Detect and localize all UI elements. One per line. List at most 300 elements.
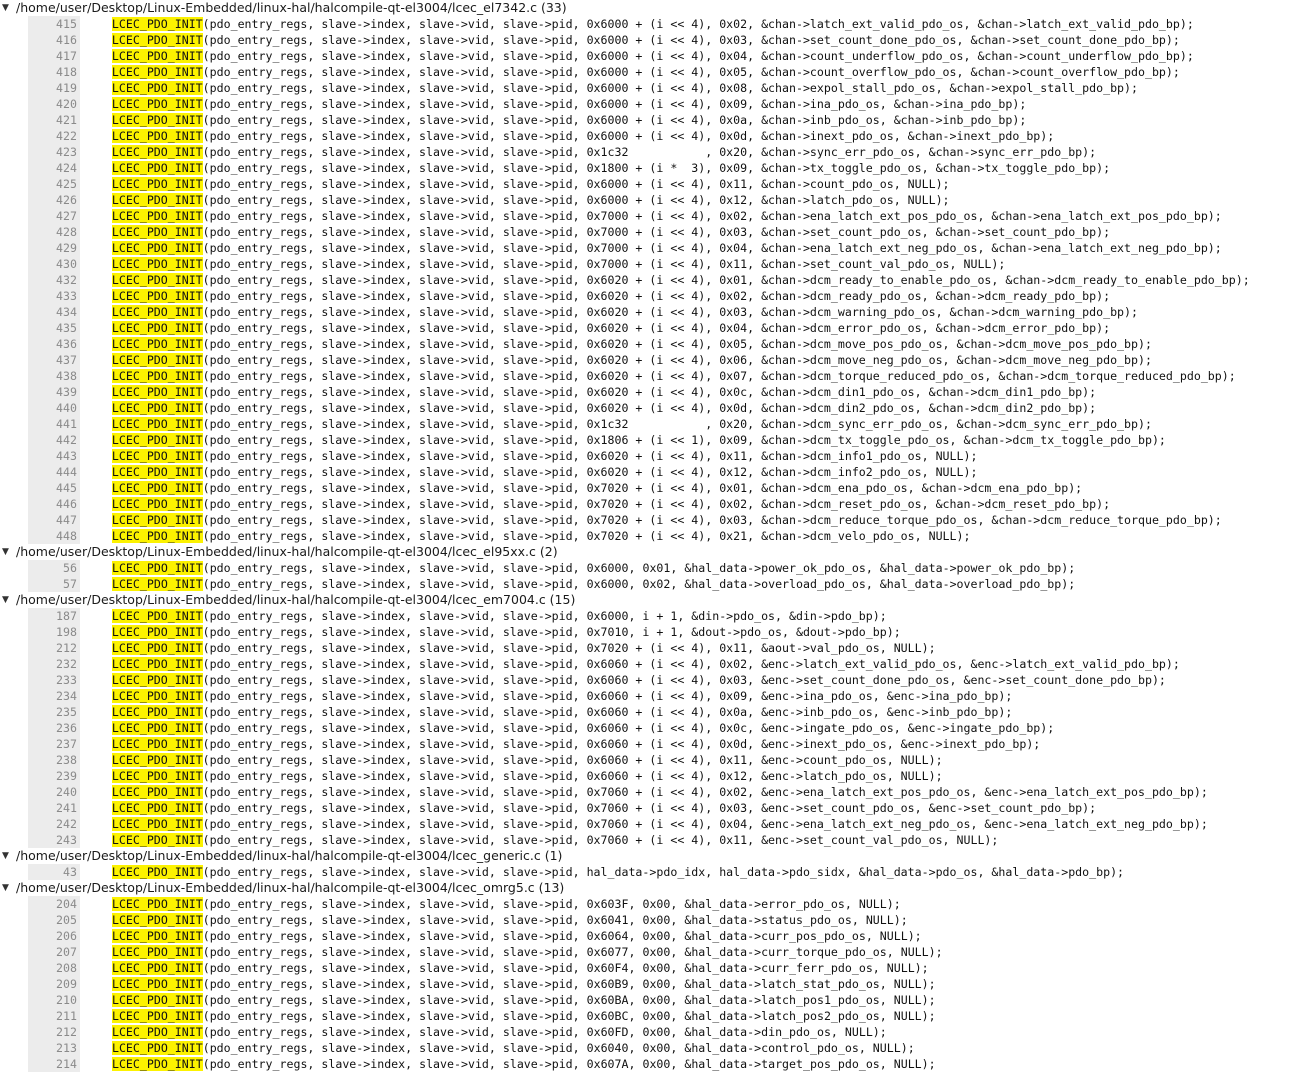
match-highlight: LCEC_PDO_INIT — [111, 897, 203, 911]
code-text — [84, 320, 1110, 336]
code-text — [84, 32, 1180, 48]
result-line[interactable] — [0, 16, 1295, 32]
code-indent — [84, 513, 112, 527]
code-indent — [84, 417, 112, 431]
match-highlight: LCEC_PDO_INIT — [111, 369, 203, 383]
result-line[interactable] — [0, 64, 1295, 80]
code-text — [98, 896, 901, 912]
line-number: 43 — [63, 865, 77, 879]
code-rest: (pdo_entry_regs, slave->index, slave->vid, slave->pid, 0x7000 + (i << 4), 0x11, &chan->set_count_val_pdo_os, NULL); — [202, 257, 1006, 271]
code-indent — [84, 401, 112, 415]
result-line[interactable] — [0, 128, 1295, 144]
code-indent — [84, 721, 112, 735]
match-highlight: LCEC_PDO_INIT — [111, 273, 203, 287]
code-text — [84, 144, 1096, 160]
file-path: /home/user/Desktop/Linux-Embedded/linux-hal/halcompile-qt-el3004/lcec_omrg5.c (13) — [16, 880, 565, 895]
result-line[interactable] — [0, 48, 1295, 64]
code-indent — [98, 961, 112, 975]
code-rest: (pdo_entry_regs, slave->index, slave->vid, slave->pid, 0x6020 + (i << 4), 0x03, &chan->dcm_warning_pdo_os, &chan->dcm_warning_pdo_bp); — [202, 305, 1138, 319]
match-highlight: LCEC_PDO_INIT — [111, 465, 203, 479]
line-number: 212 — [56, 641, 77, 655]
result-line[interactable] — [0, 912, 1295, 928]
result-line[interactable] — [0, 960, 1295, 976]
code-indent — [84, 481, 112, 495]
code-text — [84, 432, 1166, 448]
line-number: 445 — [56, 481, 77, 495]
match-highlight: LCEC_PDO_INIT — [111, 481, 203, 495]
result-line[interactable] — [0, 800, 1295, 816]
match-highlight: LCEC_PDO_INIT — [111, 81, 203, 95]
line-number: 427 — [56, 209, 77, 223]
code-text — [84, 448, 977, 464]
line-number: 437 — [56, 353, 77, 367]
code-rest: (pdo_entry_regs, slave->index, slave->vid, slave->pid, 0x7000 + (i << 4), 0x04, &chan->ena_latch_ext_neg_pdo_os, &chan->ena_latch_ext_neg_pdo_bp); — [202, 241, 1222, 255]
code-indent — [84, 17, 112, 31]
code-indent — [84, 113, 112, 127]
code-indent — [84, 769, 112, 783]
result-line[interactable] — [0, 160, 1295, 176]
result-line[interactable] — [0, 864, 1295, 880]
result-line[interactable] — [0, 288, 1295, 304]
code-rest: (pdo_entry_regs, slave->index, slave->vid, slave->pid, 0x6060 + (i << 4), 0x11, &enc->count_pdo_os, NULL); — [202, 753, 943, 767]
code-text — [84, 416, 1152, 432]
line-number: 435 — [56, 321, 77, 335]
line-number: 205 — [56, 913, 77, 927]
match-highlight: LCEC_PDO_INIT — [111, 513, 203, 527]
code-text — [84, 656, 1180, 672]
match-highlight: LCEC_PDO_INIT — [111, 625, 203, 639]
result-line[interactable] — [0, 928, 1295, 944]
line-number: 212 — [56, 1025, 77, 1039]
result-line[interactable] — [0, 640, 1295, 656]
line-number: 425 — [56, 177, 77, 191]
code-rest: (pdo_entry_regs, slave->index, slave->vid, slave->pid, 0x6020 + (i << 4), 0x07, &chan->dcm_torque_reduced_pdo_os, &chan->dcm_torque_reduced_pdo_bp); — [202, 369, 1236, 383]
code-indent — [84, 145, 112, 159]
code-text — [84, 832, 998, 848]
code-text — [98, 1056, 936, 1072]
match-highlight: LCEC_PDO_INIT — [111, 673, 203, 687]
match-highlight: LCEC_PDO_INIT — [111, 801, 203, 815]
code-rest: (pdo_entry_regs, slave->index, slave->vid, slave->pid, 0x6020 + (i << 4), 0x0c, &chan->dcm_din1_pdo_os, &chan->dcm_din1_pdo_bp); — [202, 385, 1097, 399]
match-highlight: LCEC_PDO_INIT — [111, 385, 203, 399]
code-rest: (pdo_entry_regs, slave->index, slave->vid, slave->pid, 0x6060 + (i << 4), 0x09, &enc->ina_pdo_os, &enc->ina_pdo_bp); — [202, 689, 1013, 703]
code-rest: (pdo_entry_regs, slave->index, slave->vid, slave->pid, 0x6060 + (i << 4), 0x03, &enc->set_count_done_pdo_os, &enc->set_count_done_pdo_bp); — [202, 673, 1166, 687]
code-indent — [84, 81, 112, 95]
code-indent — [98, 577, 112, 591]
match-highlight: LCEC_PDO_INIT — [111, 1009, 203, 1023]
match-highlight: LCEC_PDO_INIT — [111, 705, 203, 719]
result-line[interactable] — [0, 32, 1295, 48]
code-indent — [84, 737, 112, 751]
code-text — [84, 352, 1152, 368]
line-number: 442 — [56, 433, 77, 447]
result-line[interactable] — [0, 752, 1295, 768]
code-rest: (pdo_entry_regs, slave->index, slave->vid, slave->pid, 0x6000 + (i << 4), 0x0a, &chan->inb_pdo_os, &chan->inb_pdo_bp); — [202, 113, 1027, 127]
code-text — [84, 224, 1110, 240]
code-text — [84, 864, 1124, 880]
code-text — [84, 176, 950, 192]
code-indent — [84, 289, 112, 303]
code-rest: (pdo_entry_regs, slave->index, slave->vid, slave->pid, 0x1806 + (i << 1), 0x09, &chan->dcm_tx_toggle_pdo_os, &chan->dcm_tx_toggle_pdo_bp); — [202, 433, 1166, 447]
line-number: 57 — [63, 577, 77, 591]
line-number: 422 — [56, 129, 77, 143]
match-highlight: LCEC_PDO_INIT — [111, 529, 203, 543]
result-line[interactable] — [0, 368, 1295, 384]
code-text — [84, 704, 1012, 720]
code-indent — [84, 193, 112, 207]
code-rest: (pdo_entry_regs, slave->index, slave->vid, slave->pid, 0x6060 + (i << 4), 0x0c, &enc->ingate_pdo_os, &enc->ingate_pdo_bp); — [202, 721, 1055, 735]
line-number: 208 — [56, 961, 77, 975]
line-number: 429 — [56, 241, 77, 255]
code-rest: (pdo_entry_regs, slave->index, slave->vid, slave->pid, 0x6077, 0x00, &hal_data->curr_torque_pdo_os, NULL); — [202, 945, 943, 959]
code-indent — [98, 1025, 112, 1039]
result-line[interactable] — [0, 672, 1295, 688]
result-line[interactable] — [0, 144, 1295, 160]
result-line[interactable] — [0, 688, 1295, 704]
code-indent — [98, 977, 112, 991]
code-text — [98, 992, 936, 1008]
code-text — [84, 160, 1110, 176]
line-number: 446 — [56, 497, 77, 511]
code-rest: (pdo_entry_regs, slave->index, slave->vid, slave->pid, 0x6040, 0x00, &hal_data->control_pdo_os, NULL); — [202, 1041, 915, 1055]
match-highlight: LCEC_PDO_INIT — [111, 305, 203, 319]
code-indent — [84, 257, 112, 271]
match-highlight: LCEC_PDO_INIT — [111, 401, 203, 415]
result-line[interactable] — [0, 272, 1295, 288]
result-line[interactable] — [0, 400, 1295, 416]
file-path: /home/user/Desktop/Linux-Embedded/linux-hal/halcompile-qt-el3004/lcec_el7342.c (33) — [16, 0, 567, 15]
result-line[interactable] — [0, 336, 1295, 352]
code-rest: (pdo_entry_regs, slave->index, slave->vid, slave->pid, 0x60BA, 0x00, &hal_data->latch_pos1_pdo_os, NULL); — [202, 993, 936, 1007]
code-indent — [84, 625, 112, 639]
file-path: /home/user/Desktop/Linux-Embedded/linux-hal/halcompile-qt-el3004/lcec_generic.c (1) — [16, 848, 563, 863]
code-text — [84, 96, 1026, 112]
code-rest: (pdo_entry_regs, slave->index, slave->vid, slave->pid, 0x6060 + (i << 4), 0x12, &enc->latch_pdo_os, NULL); — [202, 769, 943, 783]
line-number: 236 — [56, 721, 77, 735]
code-text — [84, 48, 1194, 64]
line-number: 436 — [56, 337, 77, 351]
chevron-down-icon[interactable]: ▼ — [2, 883, 9, 893]
code-rest: (pdo_entry_regs, slave->index, slave->vid, slave->pid, 0x1c32 , 0x20, &chan->dcm_sync_err_pdo_os, &chan->dcm_sync_err_pdo_bp); — [202, 417, 1152, 431]
match-highlight: LCEC_PDO_INIT — [111, 417, 203, 431]
result-line[interactable] — [0, 496, 1295, 512]
code-rest: (pdo_entry_regs, slave->index, slave->vid, slave->pid, 0x6020 + (i << 4), 0x11, &chan->dcm_info1_pdo_os, NULL); — [202, 449, 978, 463]
file-group-header[interactable] — [0, 592, 1295, 608]
code-rest: (pdo_entry_regs, slave->index, slave->vid, slave->pid, 0x60FD, 0x00, &hal_data->din_pdo_os, NULL); — [202, 1025, 887, 1039]
code-rest: (pdo_entry_regs, slave->index, slave->vid, slave->pid, 0x6041, 0x00, &hal_data->status_pdo_os, NULL); — [202, 913, 908, 927]
code-text — [84, 128, 1054, 144]
code-indent — [84, 433, 112, 447]
result-line[interactable] — [0, 112, 1295, 128]
match-highlight: LCEC_PDO_INIT — [111, 193, 203, 207]
match-highlight: LCEC_PDO_INIT — [111, 113, 203, 127]
line-number: 440 — [56, 401, 77, 415]
match-highlight: LCEC_PDO_INIT — [111, 913, 203, 927]
match-highlight: LCEC_PDO_INIT — [111, 833, 203, 847]
code-rest: (pdo_entry_regs, slave->index, slave->vid, slave->pid, 0x1800 + (i * 3), 0x09, &chan->tx_toggle_pdo_os, &chan->tx_toggle_pdo_bp); — [202, 161, 1111, 175]
code-text — [98, 912, 908, 928]
line-number: 434 — [56, 305, 77, 319]
chevron-down-icon[interactable]: ▼ — [2, 851, 9, 861]
code-text — [84, 272, 1250, 288]
code-text — [98, 976, 936, 992]
result-line[interactable] — [0, 464, 1295, 480]
line-number: 239 — [56, 769, 77, 783]
result-line[interactable] — [0, 176, 1295, 192]
code-text — [98, 1008, 936, 1024]
match-highlight: LCEC_PDO_INIT — [111, 561, 203, 575]
code-rest: (pdo_entry_regs, slave->index, slave->vid, slave->pid, 0x60B9, 0x00, &hal_data->latch_stat_pdo_os, NULL); — [202, 977, 936, 991]
line-number: 441 — [56, 417, 77, 431]
match-highlight: LCEC_PDO_INIT — [111, 609, 203, 623]
code-text — [84, 752, 943, 768]
line-number: 420 — [56, 97, 77, 111]
match-highlight: LCEC_PDO_INIT — [111, 241, 203, 255]
code-indent — [84, 65, 112, 79]
code-indent — [84, 353, 112, 367]
code-rest: (pdo_entry_regs, slave->index, slave->vid, slave->pid, 0x6020 + (i << 4), 0x01, &chan->dcm_ready_to_enable_pdo_os, &chan->dcm_ready_to_enable_pdo_bp); — [202, 273, 1250, 287]
match-highlight: LCEC_PDO_INIT — [111, 769, 203, 783]
result-line[interactable] — [0, 224, 1295, 240]
code-rest: (pdo_entry_regs, slave->index, slave->vid, slave->pid, 0x6000, 0x01, &hal_data->power_ok_pdo_os, &hal_data->power_ok_pdo_bp); — [202, 561, 1076, 575]
code-rest: (pdo_entry_regs, slave->index, slave->vid, slave->pid, 0x6000, 0x02, &hal_data->overload_pdo_os, &hal_data->overload_pdo_bp); — [202, 577, 1076, 591]
code-indent — [84, 209, 112, 223]
line-number: 214 — [56, 1057, 77, 1071]
code-text — [84, 736, 1040, 752]
match-highlight: LCEC_PDO_INIT — [111, 33, 203, 47]
result-line[interactable] — [0, 736, 1295, 752]
chevron-down-icon[interactable]: ▼ — [2, 547, 9, 557]
result-line[interactable] — [0, 560, 1295, 576]
code-text — [84, 688, 1012, 704]
code-text — [84, 496, 1110, 512]
code-indent — [84, 49, 112, 63]
line-number: 56 — [63, 561, 77, 575]
code-text — [84, 528, 970, 544]
code-rest: (pdo_entry_regs, slave->index, slave->vid, slave->pid, 0x60BC, 0x00, &hal_data->latch_pos2_pdo_os, NULL); — [202, 1009, 936, 1023]
code-text — [84, 720, 1054, 736]
match-highlight: LCEC_PDO_INIT — [111, 1041, 203, 1055]
chevron-down-icon[interactable]: ▼ — [2, 595, 9, 605]
match-highlight: LCEC_PDO_INIT — [111, 129, 203, 143]
code-text — [84, 816, 1208, 832]
line-number: 234 — [56, 689, 77, 703]
code-indent — [98, 993, 112, 1007]
code-rest: (pdo_entry_regs, slave->index, slave->vid, slave->pid, 0x6000 + (i << 4), 0x04, &chan->count_underflow_pdo_os, &chan->count_underflow_pdo_bp); — [202, 49, 1194, 63]
code-rest: (pdo_entry_regs, slave->index, slave->vid, slave->pid, 0x6000 + (i << 4), 0x02, &chan->latch_ext_valid_pdo_os, &chan->latch_ext_valid_pdo_bp); — [202, 17, 1194, 31]
code-indent — [84, 465, 112, 479]
code-text — [84, 768, 943, 784]
result-line[interactable] — [0, 256, 1295, 272]
match-highlight: LCEC_PDO_INIT — [111, 785, 203, 799]
code-rest: (pdo_entry_regs, slave->index, slave->vid, slave->pid, 0x607A, 0x00, &hal_data->target_pos_pdo_os, NULL); — [202, 1057, 936, 1071]
result-line[interactable] — [0, 1040, 1295, 1056]
code-rest: (pdo_entry_regs, slave->index, slave->vid, slave->pid, 0x7020 + (i << 4), 0x03, &chan->dcm_reduce_torque_pdo_os, &chan->dcm_reduce_torque_pdo_bp); — [202, 513, 1222, 527]
match-highlight: LCEC_PDO_INIT — [111, 49, 203, 63]
code-rest: (pdo_entry_regs, slave->index, slave->vid, slave->pid, 0x7020 + (i << 4), 0x02, &chan->dcm_reset_pdo_os, &chan->dcm_reset_pdo_bp); — [202, 497, 1111, 511]
code-indent — [84, 833, 112, 847]
file-path: /home/user/Desktop/Linux-Embedded/linux-hal/halcompile-qt-el3004/lcec_el95xx.c (2) — [16, 544, 558, 559]
line-number: 421 — [56, 113, 77, 127]
result-line[interactable] — [0, 352, 1295, 368]
code-text — [84, 16, 1194, 32]
code-text — [84, 336, 1152, 352]
line-number: 213 — [56, 1041, 77, 1055]
result-line[interactable] — [0, 432, 1295, 448]
match-highlight: LCEC_PDO_INIT — [111, 225, 203, 239]
code-indent — [84, 97, 112, 111]
result-line[interactable] — [0, 480, 1295, 496]
result-line[interactable] — [0, 384, 1295, 400]
result-line[interactable] — [0, 656, 1295, 672]
code-text — [98, 1040, 915, 1056]
match-highlight: LCEC_PDO_INIT — [111, 209, 203, 223]
code-rest: (pdo_entry_regs, slave->index, slave->vid, slave->pid, 0x7060 + (i << 4), 0x02, &enc->ena_latch_ext_pos_pdo_os, &enc->ena_latch_ext_pos_pdo_bp); — [202, 785, 1208, 799]
code-rest: (pdo_entry_regs, slave->index, slave->vid, slave->pid, 0x7020 + (i << 4), 0x21, &chan->dcm_velo_pdo_os, NULL); — [202, 529, 971, 543]
code-text — [84, 608, 887, 624]
match-highlight: LCEC_PDO_INIT — [111, 865, 203, 879]
result-line[interactable] — [0, 992, 1295, 1008]
code-rest: (pdo_entry_regs, slave->index, slave->vid, slave->pid, 0x6060 + (i << 4), 0x02, &enc->latch_ext_valid_pdo_os, &enc->latch_ext_valid_pdo_bp); — [202, 657, 1180, 671]
code-rest: (pdo_entry_regs, slave->index, slave->vid, slave->pid, 0x6000 + (i << 4), 0x09, &chan->ina_pdo_os, &chan->ina_pdo_bp); — [202, 97, 1027, 111]
result-line[interactable] — [0, 608, 1295, 624]
code-indent — [98, 929, 112, 943]
result-line[interactable] — [0, 416, 1295, 432]
result-line[interactable] — [0, 704, 1295, 720]
code-rest: (pdo_entry_regs, slave->index, slave->vid, slave->pid, 0x6020 + (i << 4), 0x05, &chan->dcm_move_pos_pdo_os, &chan->dcm_move_pos_pdo_bp); — [202, 337, 1152, 351]
match-highlight: LCEC_PDO_INIT — [111, 449, 203, 463]
code-indent — [84, 689, 112, 703]
file-group-header[interactable] — [0, 544, 1295, 560]
line-number: 204 — [56, 897, 77, 911]
code-text — [98, 576, 1075, 592]
file-group-header[interactable] — [0, 848, 1295, 864]
line-number: 238 — [56, 753, 77, 767]
result-line[interactable] — [0, 512, 1295, 528]
code-rest: (pdo_entry_regs, slave->index, slave->vid, slave->pid, 0x6000 + (i << 4), 0x0d, &chan->inext_pdo_os, &chan->inext_pdo_bp); — [202, 129, 1055, 143]
code-rest: (pdo_entry_regs, slave->index, slave->vid, slave->pid, 0x6060 + (i << 4), 0x0a, &enc->inb_pdo_os, &enc->inb_pdo_bp); — [202, 705, 1013, 719]
code-text — [98, 928, 922, 944]
code-rest: (pdo_entry_regs, slave->index, slave->vid, slave->pid, 0x6020 + (i << 4), 0x04, &chan->dcm_error_pdo_os, &chan->dcm_error_pdo_bp); — [202, 321, 1111, 335]
code-rest: (pdo_entry_regs, slave->index, slave->vid, slave->pid, 0x6000, i + 1, &din->pdo_os, &din->pdo_bp); — [202, 609, 887, 623]
line-number: 430 — [56, 257, 77, 271]
result-line[interactable] — [0, 784, 1295, 800]
result-line[interactable] — [0, 304, 1295, 320]
match-highlight: LCEC_PDO_INIT — [111, 721, 203, 735]
result-line[interactable] — [0, 528, 1295, 544]
code-rest: (pdo_entry_regs, slave->index, slave->vid, slave->pid, 0x6064, 0x00, &hal_data->curr_pos_pdo_os, NULL); — [202, 929, 922, 943]
line-number: 433 — [56, 289, 77, 303]
code-indent — [84, 177, 112, 191]
code-indent — [84, 33, 112, 47]
code-indent — [84, 321, 112, 335]
result-line[interactable] — [0, 896, 1295, 912]
match-highlight: LCEC_PDO_INIT — [111, 161, 203, 175]
file-group-header[interactable] — [0, 880, 1295, 896]
result-line[interactable] — [0, 720, 1295, 736]
line-number: 416 — [56, 33, 77, 47]
code-indent — [84, 753, 112, 767]
code-rest: (pdo_entry_regs, slave->index, slave->vid, slave->pid, 0x7060 + (i << 4), 0x11, &enc->set_count_val_pdo_os, NULL); — [202, 833, 999, 847]
result-line[interactable] — [0, 1056, 1295, 1072]
line-number: 209 — [56, 977, 77, 991]
result-line[interactable] — [0, 1008, 1295, 1024]
result-line[interactable] — [0, 192, 1295, 208]
code-rest: (pdo_entry_regs, slave->index, slave->vid, slave->pid, 0x6020 + (i << 4), 0x0d, &chan->dcm_din2_pdo_os, &chan->dcm_din2_pdo_bp); — [202, 401, 1097, 415]
result-line[interactable] — [0, 208, 1295, 224]
line-number: 232 — [56, 657, 77, 671]
code-indent — [84, 785, 112, 799]
code-text — [84, 288, 1110, 304]
result-line[interactable] — [0, 96, 1295, 112]
line-number: 240 — [56, 785, 77, 799]
result-line[interactable] — [0, 976, 1295, 992]
code-indent — [84, 305, 112, 319]
code-indent — [98, 1041, 112, 1055]
line-number: 438 — [56, 369, 77, 383]
code-text — [84, 304, 1138, 320]
line-number: 242 — [56, 817, 77, 831]
line-number: 415 — [56, 17, 77, 31]
line-number: 448 — [56, 529, 77, 543]
result-line[interactable] — [0, 576, 1295, 592]
code-text — [98, 960, 929, 976]
code-text — [84, 192, 950, 208]
result-line[interactable] — [0, 624, 1295, 640]
result-line[interactable] — [0, 80, 1295, 96]
result-line[interactable] — [0, 832, 1295, 848]
match-highlight: LCEC_PDO_INIT — [111, 929, 203, 943]
chevron-down-icon[interactable]: ▼ — [2, 3, 9, 13]
match-highlight: LCEC_PDO_INIT — [111, 737, 203, 751]
match-highlight: LCEC_PDO_INIT — [111, 753, 203, 767]
result-line[interactable] — [0, 320, 1295, 336]
result-line[interactable] — [0, 768, 1295, 784]
line-number: 418 — [56, 65, 77, 79]
result-line[interactable] — [0, 448, 1295, 464]
code-rest: (pdo_entry_regs, slave->index, slave->vid, slave->pid, 0x7000 + (i << 4), 0x02, &chan->ena_latch_ext_pos_pdo_os, &chan->ena_latch_ext_pos_pdo_bp); — [202, 209, 1222, 223]
file-group-header[interactable] — [0, 0, 1295, 16]
code-rest: (pdo_entry_regs, slave->index, slave->vid, slave->pid, 0x7020 + (i << 4), 0x11, &aout->val_pdo_os, NULL); — [202, 641, 936, 655]
line-number: 439 — [56, 385, 77, 399]
result-line[interactable] — [0, 816, 1295, 832]
line-number: 428 — [56, 225, 77, 239]
code-indent — [84, 369, 112, 383]
match-highlight: LCEC_PDO_INIT — [111, 993, 203, 1007]
result-line[interactable] — [0, 1024, 1295, 1040]
code-rest: (pdo_entry_regs, slave->index, slave->vid, slave->pid, 0x6060 + (i << 4), 0x0d, &enc->inext_pdo_os, &enc->inext_pdo_bp); — [202, 737, 1041, 751]
code-text — [84, 384, 1096, 400]
code-indent — [84, 129, 112, 143]
result-line[interactable] — [0, 944, 1295, 960]
code-rest: (pdo_entry_regs, slave->index, slave->vid, slave->pid, 0x1c32 , 0x20, &chan->sync_err_pdo_os, &chan->sync_err_pdo_bp); — [202, 145, 1097, 159]
code-text — [84, 624, 901, 640]
code-text — [84, 464, 977, 480]
code-indent — [84, 641, 112, 655]
match-highlight: LCEC_PDO_INIT — [111, 961, 203, 975]
code-indent — [98, 1057, 112, 1071]
match-highlight: LCEC_PDO_INIT — [111, 177, 203, 191]
code-indent — [84, 673, 112, 687]
match-highlight: LCEC_PDO_INIT — [111, 689, 203, 703]
result-line[interactable] — [0, 240, 1295, 256]
code-indent — [98, 1009, 112, 1023]
code-indent — [98, 913, 112, 927]
code-rest: (pdo_entry_regs, slave->index, slave->vid, slave->pid, hal_data->pdo_idx, hal_data->pdo_sidx, &hal_data->pdo_os, &hal_data->pdo_bp); — [202, 865, 1125, 879]
code-indent — [98, 897, 112, 911]
code-text — [84, 240, 1222, 256]
match-highlight: LCEC_PDO_INIT — [111, 657, 203, 671]
